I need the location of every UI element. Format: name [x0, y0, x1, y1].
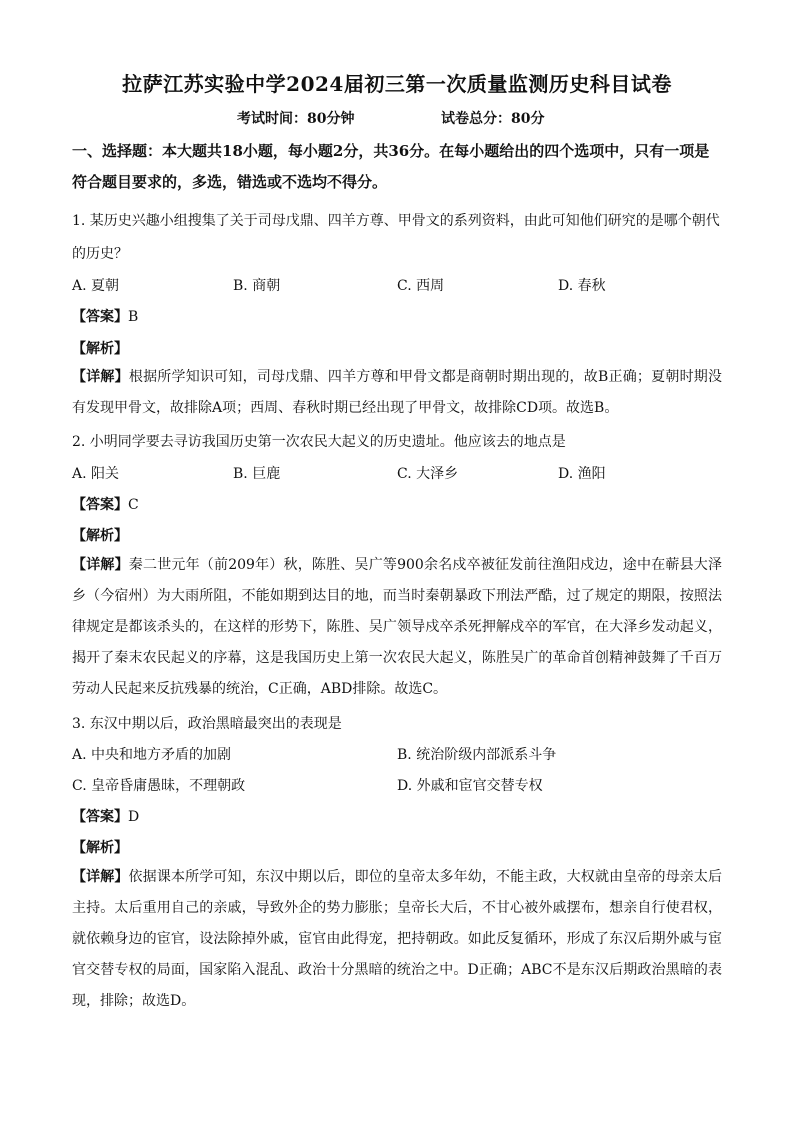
q2-detail — [72, 550, 722, 705]
q1-answer-tag: 【答案】 — [72, 309, 128, 325]
q3-analysis: 【解析】 — [72, 840, 128, 856]
q3-answer — [72, 806, 732, 826]
q3-answer-tag: 【答案】 — [72, 809, 128, 825]
q3-detail-tag: 【详解】 — [72, 869, 129, 885]
q2-answer-tag: 【答案】 — [72, 497, 128, 513]
exam-time: 考试时间：80分钟 — [237, 111, 355, 127]
q3-detail-text: 依据课本所学可知，东汉中期以后，即位的皇帝太多年幼，不能主政，大权就由皇帝的母亲太后主持。太后重用自己的亲戚，导致外企的势力膨胀；皇帝长大后，不甘心被外戚摆布，想亲自行使君权，就依赖身边的宦官，设法除掉外戚，宦官由此得宠，把持朝政。如此反复循环，形成了东汉后期外戚与宦官交替专权的局面，国家陷入混乱、政治十分黑暗的统治之中。D正确；ABC不是东汉后期政治黑暗的表现，排除；故选D。 — [72, 869, 723, 1009]
q3-option-d: D. 外戚和宦官交替专权 — [397, 778, 543, 794]
q1-analysis: 【解析】 — [72, 341, 128, 357]
q1-stem-line1: 1. 某历史兴趣小组搜集了关于司母戊鼎、四羊方尊、甲骨文的系列资料，由此可知他们研究的是哪个朝代 — [72, 213, 720, 229]
q1-option-b: B. 商朝 — [233, 278, 281, 294]
q3-detail — [72, 862, 722, 1017]
q2-option-c: C. 大泽乡 — [397, 466, 459, 482]
q1-detail-tag: 【详解】 — [72, 369, 129, 385]
q1-answer — [72, 306, 732, 326]
q3-answer-value: D — [128, 809, 140, 825]
q1-answer-value: B — [128, 309, 139, 325]
q2-option-b: B. 巨鹿 — [233, 466, 281, 482]
q2-stem: 2. 小明同学要去寻访我国历史第一次农民大起义的历史遗址。他应该去的地点是 — [72, 434, 566, 450]
q2-detail-text: 秦二世元年（前209年）秋，陈胜、吴广等900余名戍卒被征发前往渔阳戍边，途中在蕲县大泽乡（今宿州）为大雨所阻，不能如期到达目的地，而当时秦朝暴政下刑法严酷，过了规定的期限，按照法律规定是都该杀头的，在这样的形势下，陈胜、吴广领导戍卒杀死押解戍卒的军官，在大泽乡发动起义，揭开了秦末农民起义的序幕，这是我国历史上第一次农民大起义，陈胜吴广的革命首创精神鼓舞了千百万劳动人民起来反抗残暴的统治，C正确，ABD排除。故选C。 — [72, 557, 722, 697]
q3-option-c: C. 皇帝昏庸愚昧，不理朝政 — [72, 778, 246, 794]
q1-option-a: A. 夏朝 — [72, 278, 120, 294]
q2-answer-value: C — [128, 497, 139, 513]
q3-option-a: A. 中央和地方矛盾的加剧 — [72, 747, 232, 763]
section-heading: 一、选择题：本大题共18小题，每小题2分，共36分。在每小题给出的四个选项中，只有一项是符合题目要求的，多选，错选或不选均不得分。 — [72, 142, 710, 191]
q2-detail-tag: 【详解】 — [72, 557, 129, 573]
q2-option-a: A. 阳关 — [72, 466, 120, 482]
exam-total-score: 试卷总分：80分 — [441, 111, 545, 127]
q2-answer — [72, 494, 732, 514]
q3-stem: 3. 东汉中期以后，政治黑暗最突出的表现是 — [72, 716, 342, 732]
q2-option-d: D. 渔阳 — [558, 466, 606, 482]
q1-stem-line2: 的历史？ — [72, 246, 128, 262]
q1-option-c: C. 西周 — [397, 278, 445, 294]
q1-option-d: D. 春秋 — [558, 278, 606, 294]
q1-detail — [72, 362, 722, 424]
q3-option-b: B. 统治阶级内部派系斗争 — [397, 747, 557, 763]
q1-detail-text: 根据所学知识可知，司母戊鼎、四羊方尊和甲骨文都是商朝时期出现的，故B正确；夏朝时期没有发现甲骨文，故排除A项；西周、春秋时期已经出现了甲骨文，故排除CD项。故选B。 — [72, 369, 723, 416]
page-title: 拉萨江苏实验中学2024届初三第一次质量监测历史科目试卷 — [122, 72, 672, 96]
q2-analysis: 【解析】 — [72, 528, 128, 544]
